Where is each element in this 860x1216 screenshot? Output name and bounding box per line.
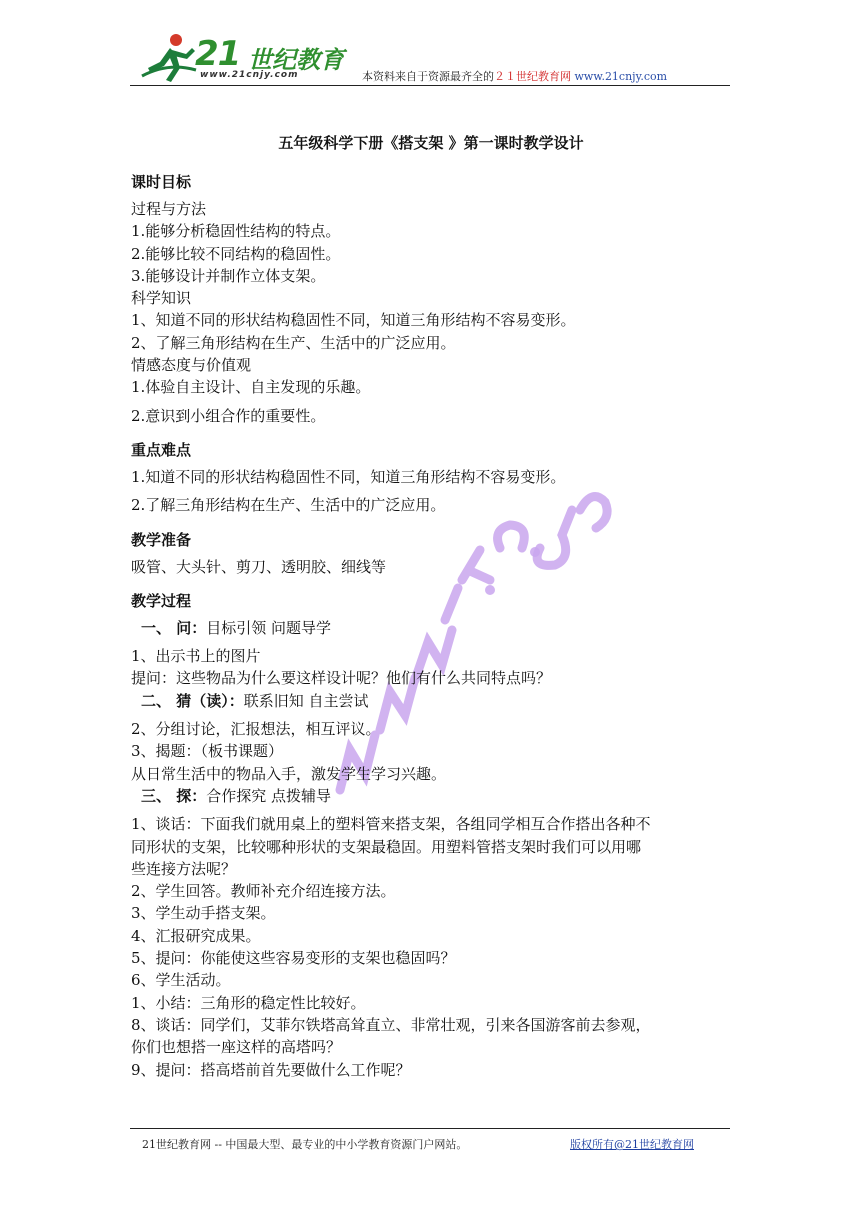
text-line: 1.能够分析稳固性结构的特点。 [131, 222, 341, 241]
text-line: 同形状的支架，比较哪种形状的支架最稳固。用塑料管搭支架时我们可以用哪 [131, 837, 642, 856]
text-line: 3、揭题：（板书课题） [131, 742, 284, 761]
text-line: 些连接方法呢？ [131, 859, 237, 878]
text-line: 科学知识 [131, 289, 192, 308]
footer-divider [130, 1128, 730, 1129]
step-label: 二、 猜（读）： [141, 691, 244, 710]
section-heading: 课时目标 [131, 173, 192, 191]
process-step-heading [141, 690, 731, 712]
tagline-prefix: 本资料来自于资源最齐全的 [362, 70, 494, 83]
text-line: 2、分组讨论，汇报想法，相互评议。 [131, 720, 381, 739]
tagline-brand[interactable]: ２１世纪教育网 [494, 70, 571, 83]
text-line: 2、了解三角形结构在生产、生活中的广泛应用。 [131, 333, 456, 352]
copyright-link[interactable]: 版权所有@21世纪教育网 [570, 1138, 694, 1151]
text-line: 3.能够设计并制作立体支架。 [131, 266, 326, 285]
text-line: 1、小结：三角形的稳定性比较好。 [131, 993, 366, 1012]
header-tagline [362, 68, 667, 84]
logo-name: 世纪教育 [248, 46, 344, 74]
text-line: 2、学生回答。教师补充介绍连接方法。 [131, 882, 396, 901]
logo-url: www.21cnjy.com [200, 70, 299, 80]
document-body [131, 132, 731, 1081]
text-line: 9、提问：搭高塔前首先要做什么工作呢？ [131, 1060, 411, 1079]
step-title: 合作探究 点拨辅导 [206, 786, 332, 805]
section-heading: 重点难点 [131, 440, 192, 459]
section-heading: 教学过程 [131, 591, 192, 610]
text-line: 8、谈话：同学们，艾菲尔铁塔高耸直立、非常壮观，引来各国游客前去参观， [131, 1015, 651, 1034]
text-line: 从日常生活中的物品入手，激发学生学习兴趣。 [131, 764, 447, 783]
document-title: 五年级科学下册《搭支架 》第一课时教学设计 [278, 134, 584, 152]
runner-icon [140, 32, 200, 84]
step-label: 三、 探： [141, 786, 207, 805]
text-line: 1、谈话：下面我们就用桌上的塑料管来搭支架，各组同学相互合作搭出各种不 [131, 815, 651, 834]
tagline-url[interactable]: www.21cnjy.com [574, 70, 668, 83]
section-heading: 教学准备 [131, 530, 192, 549]
page-footer [142, 1136, 694, 1152]
text-line: 1.体验自主设计、自主发现的乐趣。 [131, 378, 371, 397]
step-title: 目标引领 问题导学 [206, 618, 332, 637]
site-logo[interactable] [140, 30, 350, 86]
text-line: 1、出示书上的图片 [131, 647, 261, 666]
text-line: 吸管、大头针、剪刀、透明胶、细线等 [131, 557, 387, 576]
logo-number: 21 [195, 34, 241, 74]
text-line: 2.意识到小组合作的重要性。 [131, 406, 326, 425]
header-divider [130, 85, 730, 86]
text-line: 6、学生活动。 [131, 971, 231, 990]
step-label: 一、 问： [141, 618, 207, 637]
process-step-heading [141, 785, 731, 807]
text-line: 1、知道不同的形状结构稳固性不同，知道三角形结构不容易变形。 [131, 311, 576, 330]
page-header [130, 30, 730, 88]
text-line: 2.能够比较不同结构的稳固性。 [131, 244, 341, 263]
text-line: 3、学生动手搭支架。 [131, 904, 276, 923]
text-line: 2.了解三角形结构在生产、生活中的广泛应用。 [131, 496, 446, 515]
footer-text: 21世纪教育网 -- 中国最大型、最专业的中小学教育资源门户网站。 [142, 1138, 468, 1151]
text-line: 你们也想搭一座这样的高塔吗？ [131, 1038, 342, 1057]
text-line: 5、提问：你能使这些容易变形的支架也稳固吗？ [131, 949, 456, 968]
text-line: 1.知道不同的形状结构稳固性不同，知道三角形结构不容易变形。 [131, 467, 566, 486]
text-line: 提问：这些物品为什么要这样设计呢？他们有什么共同特点吗？ [131, 669, 552, 688]
text-line: 4、汇报研究成果。 [131, 926, 261, 945]
process-step-heading [141, 617, 731, 639]
step-title: 联系旧知 自主尝试 [243, 691, 369, 710]
text-line: 过程与方法 [131, 200, 207, 218]
text-line: 情感态度与价值观 [131, 356, 252, 375]
